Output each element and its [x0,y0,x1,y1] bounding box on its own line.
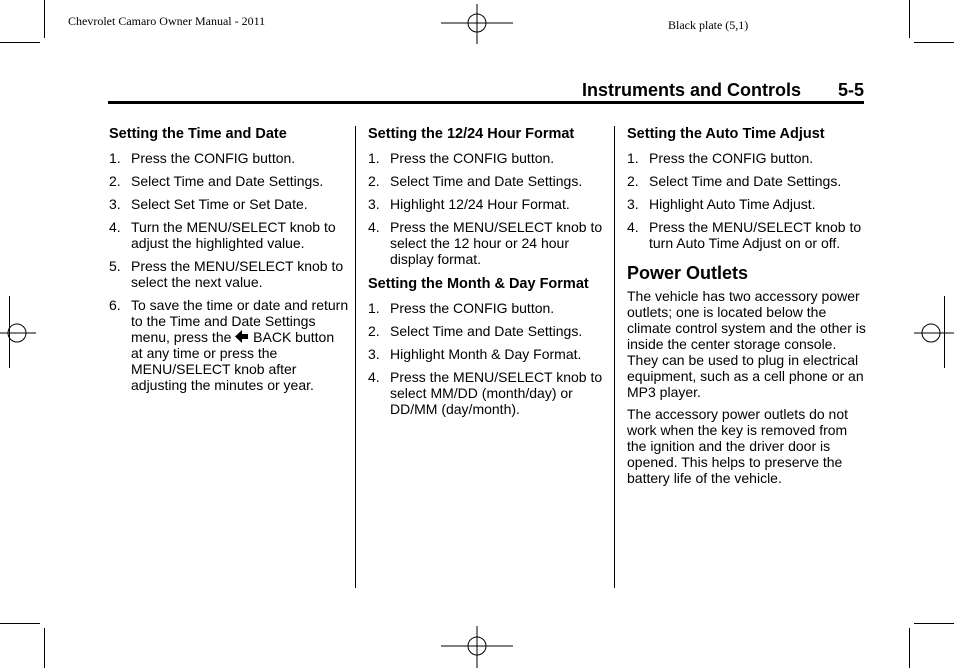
crop-mark [914,42,954,43]
registration-mark-icon [0,314,36,354]
list-item: 1. Press the CONFIG button. [368,150,555,166]
list-item: 6. To save the time or date and return to the Time and Date Settings menu, press the BACK button at any time or press the MENU/SELECT knob after adjusting the minutes or year. [109,297,349,393]
list-item: 5. Press the MENU/SELECT knob to select the next value. [109,258,344,290]
list-item: 2. Select Time and Date Settings. [627,173,842,189]
column-2 [368,126,608,424]
list-item: 1. Press the CONFIG button. [368,300,555,316]
list-item: 4. Turn the MENU/SELECT knob to adjust the highlighted value. [109,219,336,251]
column-divider [355,126,356,588]
list-item: 1. Press the CONFIG button. [109,150,296,166]
registration-mark-icon [441,4,513,44]
section-heading: Power Outlets [627,263,749,283]
list-item: 4. Press the MENU/SELECT knob to select the 12 hour or 24 hour display format. [368,219,603,267]
subheading: Setting the Time and Date [109,126,287,142]
step-list [368,300,608,417]
list-item: 4. Press the MENU/SELECT knob to select MM/DD (month/day) or DD/MM (day/month). [368,369,603,417]
list-item: 2. Select Time and Date Settings. [109,173,324,189]
crop-mark [44,628,45,668]
header-rule [108,101,864,104]
registration-mark-icon [914,314,954,354]
crop-mark [44,0,45,38]
list-item: 2. Select Time and Date Settings. [368,173,583,189]
subheading: Setting the Month & Day Format [368,276,589,292]
crop-mark [909,628,910,668]
crop-mark [0,623,40,624]
paragraph: The accessory power outlets do not work when the key is removed from the ignition and the driver door is opened. This helps to preserve the battery life of the vehicle. [627,406,849,486]
list-item: 3. Highlight Auto Time Adjust. [627,196,816,212]
back-arrow-icon [235,330,249,343]
list-item: 3. Highlight Month & Day Format. [368,346,582,362]
plate-label: Black plate (5,1) [668,18,749,32]
column-1 [109,126,349,400]
section-title: Instruments and Controls [582,80,802,100]
list-item: 4. Press the MENU/SELECT knob to turn Auto Time Adjust on or off. [627,219,862,251]
subheading: Setting the Auto Time Adjust [627,126,825,142]
list-item: 3. Select Set Time or Set Date. [109,196,308,212]
crop-mark [0,42,40,43]
crop-mark [914,623,954,624]
list-item: 2. Select Time and Date Settings. [368,323,583,339]
manual-title: Chevrolet Camaro Owner Manual - 2011 [68,14,266,28]
step-list [627,150,867,251]
list-item: 1. Press the CONFIG button. [627,150,814,166]
list-item: 3. Highlight 12/24 Hour Format. [368,196,570,212]
column-3 [627,126,867,492]
step-list [109,150,349,393]
step-list [368,150,608,267]
paragraph: The vehicle has two accessory power outlets; one is located below the climate control system and the other is inside the center storage console. They can be used to plug in electrical equipment, such as a cell phone or an MP3 player. [627,288,866,400]
column-divider [614,126,615,588]
registration-mark-icon [441,626,513,668]
subheading: Setting the 12/24 Hour Format [368,126,575,142]
crop-mark [909,0,910,38]
page-number: 5-5 [838,80,865,100]
